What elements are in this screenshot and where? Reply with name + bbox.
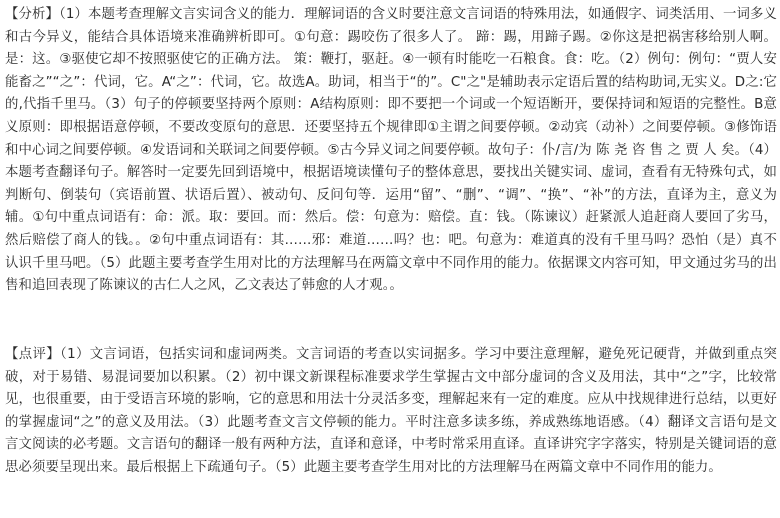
analysis-tag: 【分析】 (5, 7, 60, 22)
analysis-text: （1）本题考查理解文言实词含义的能力．理解词语的含义时要注意文言词语的特殊用法，如通假字、词类活用、一词多义和古今异义，能结合具体语境来准确辨析即可。①句意：踢咬伤了很多人了。 蹄：踢，用蹄子踢。②你这是把祸害移给别人啊。是：这。③驱使它却不按照驱使它的正确方法。 策：鞭打，驱赶。④一顿有时能吃一石粮食。食：吃。（2）例句：例句：“贾人安能畜之”“之”：代词，它。A“之”：代词，它。故选A。助词，相当于“的”。C"之"是辅助表示定语后置的结构助词,无实义。D之:它的,代指千里马。（3）句子的停顿要坚持两个原则：A结构原则：即不要把一个词或一个短语断开，要保持词和短语的完整性。B意义原则：即根据语意停顿，不要改变原句的意思．还要坚持五个规律即①主谓之间要停顿。②动宾（动补）之间要停顿。③修饰语和中心词之间要停顿。④发语词和关联词之间要停顿。⑤古今异义词之间要停顿。故句子：仆/言/为 陈 尧 咨 售 之 贾 人 矣。（4）本题考查翻译句子。解答时一定要先回到语境中，根据语境读懂句子的整体意思，要找出关键实词、虚词，查看有无特殊句式，如判断句、倒装句（宾语前置、状语后置）、被动句、反问句等．运用“留”、“删”、“调”、“换”、“补”的方法，直译为主，意义为辅。①句中重点词语有：命：派。取：要回。而：然后。偿：句意为：赔偿。直：钱。（陈谏议）赶紧派人追赶商人要回了劣马，然后赔偿了商人的钱。。②句中重点词语有：其……邪：难道……吗？也：吧。句意为：难道真的没有千里马吗？恐怕（是）真不认识千里马吧。（5）此题主要考查学生用对比的方法理解马在两篇文章中不同作用的能力。依据课文内容可知，甲文通过劣马的出售和追回表现了陈谏议的古仁人之风，乙文表达了韩愈的人才观。。 (5, 7, 777, 294)
comment-tag: 【点评】 (5, 347, 61, 362)
comment-text: （1）文言词语，包括实词和虚词两类。文言词语的考查以实词据多。学习中要注意理解，避免死记硬背，并做到重点突破，对于易错、易混词要加以积累。（2）初中课文新课程标准要求学生掌握古文中部分虚词的含义及用法，其中“之”字，比较常见，也很重要，由于受语言环境的影响，它的意思和用法十分灵活多变，理解起来有一定的难度。应从中找规律进行总结，以更好的掌握虚词“之”的意义及用法。（3）此题考查文言文停顿的能力。平时注意多读多练，养成熟练地语感。（4）翻译文言语句是文言文阅读的必考题。文言语句的翻译一般有两种方法，直译和意译，中考时常采用直译。直译讲究字字落实，特别是关键词语的意思必须要呈现出来。最后根据上下疏通句子。（5）此题主要考查学生用对比的方法理解马在两篇文章中不同作用的能力。 (5, 347, 777, 475)
analysis-section (5, 4, 777, 298)
comment-section (5, 344, 777, 480)
